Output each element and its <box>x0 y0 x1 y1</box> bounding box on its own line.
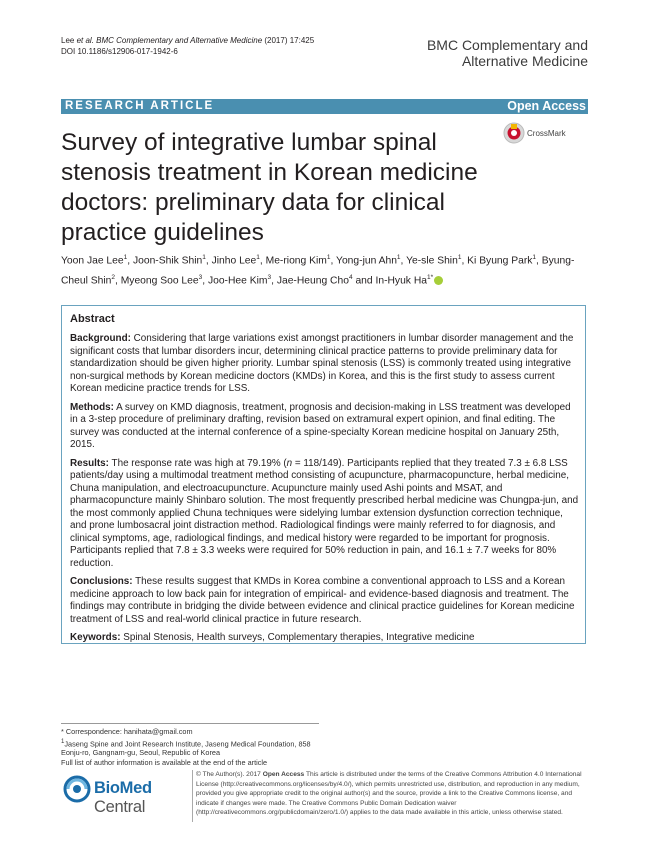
keywords-text: Spinal Stenosis, Health surveys, Complementary therapies, Integrative medicine <box>123 632 475 643</box>
journal-line-1: BMC Complementary and <box>426 37 588 53</box>
footnotes <box>61 727 321 767</box>
results-text-pre: The response rate was high at 79.19% ( <box>111 457 287 469</box>
author-affiliation: 1 <box>123 254 128 261</box>
crossmark-icon <box>503 122 525 144</box>
orcid-icon[interactable] <box>434 276 443 285</box>
author-name: Jinho Lee <box>211 255 257 267</box>
author-affiliation: 4 <box>348 274 353 282</box>
journal-name <box>427 37 588 69</box>
author-name: Yong-jun Ahn <box>336 255 397 267</box>
author-affiliation: 1 <box>396 254 401 261</box>
background-text: Considering that large variations exist amongst practitioners in lumbar disorder management and the significant costs that lumbar disorders incur, determining clinical practice patterns to provide preliminary data for standardization should be given higher priority. Lumbar spinal stenosis (LSS) is commonly treated using integrative non-surgical methods by Korean medicine doctors (KMDs) in Korea, and this is the first study to assess current Korean medicine practice trends for LSS. <box>70 333 574 394</box>
keywords-label: Keywords: <box>70 632 121 643</box>
license-text: This article is distributed under the terms of the Creative Commons Attribution 4.0 International License (http://creativecommons.org/licenses/by/4.0/), which permits unrestricted use, distribution, and reproduction in any medium, provided you give appropriate credit to the original author(s) and the source, provide a link to the Creative Commons license, and indicate if changes were made. The Creative Commons Public Domain Dedication waiver (http://creativecommons.org/publicdomain/zero/1.0/) applies to the data made available in this article, unless otherwise stated. <box>196 771 582 817</box>
citation-journal: et al. BMC Complementary and Alternative Medicine <box>76 36 263 45</box>
citation-ref: (2017) 17:425 <box>262 36 315 45</box>
biomed-central-logo <box>62 772 187 816</box>
abstract-conclusions <box>70 576 580 626</box>
author-name: Me-riong Kim <box>265 255 327 267</box>
results-n: n <box>286 457 293 469</box>
author-name: Byung-Cheul Shin <box>61 255 575 287</box>
author-affiliation: 1 <box>202 254 206 261</box>
methods-text: A survey on KMD diagnosis, treatment, prognosis and decision-making in LSS treatment was developed in a 3-step procedure of preliminary drafting, revision based on extramural expert opinion, and final editing. The survey was conducted at the internal conference of a spine-specialty Korean medicine hospital on January 25th, 2015. <box>70 401 571 450</box>
abstract-background <box>70 333 580 396</box>
journal-line-2: Alternative Medicine <box>461 53 588 69</box>
logo-text-central: Central <box>94 798 146 816</box>
author-affiliation: 3 <box>267 274 272 282</box>
author-name: Joon-Shik Shin <box>132 255 203 267</box>
crossmark-badge[interactable] <box>503 122 591 148</box>
article-type-banner <box>61 99 588 114</box>
citation-authors: Lee <box>61 36 77 45</box>
full-author-info-note: Full list of author information is available at the end of the article <box>61 757 268 767</box>
abstract-body <box>70 333 580 651</box>
citation-doi: DOI 10.1186/s12906-017-1942-6 <box>61 46 178 56</box>
license-divider <box>192 770 193 822</box>
crossmark-label: CrossMark <box>527 129 566 138</box>
logo-text <box>94 779 187 817</box>
abstract-methods <box>70 402 580 452</box>
license-copyright: © The Author(s). 2017 <box>196 771 263 778</box>
author-name: Jae-Heung Cho <box>276 275 349 287</box>
license-open-access: Open Access <box>262 771 305 778</box>
abstract-heading: Abstract <box>70 313 115 325</box>
methods-label: Methods: <box>70 401 114 413</box>
logo-text-bio: BioMed <box>94 779 152 797</box>
results-label: Results: <box>70 457 109 469</box>
author-affiliation: 1 <box>532 254 537 261</box>
article-type: RESEARCH ARTICLE <box>65 100 215 112</box>
author-affiliation: 1 <box>457 254 462 261</box>
abstract-keywords <box>70 632 580 645</box>
author-name: Yoon Jae Lee <box>61 255 124 267</box>
author-name: Myeong Soo Lee <box>120 275 199 287</box>
correspondence: * Correspondence: hanihata@gmail.com <box>61 727 193 736</box>
author-name: Ki Byung Park <box>467 255 533 267</box>
affiliation-number: 1 <box>61 737 65 745</box>
author-affiliation: 1 <box>256 254 260 261</box>
biomed-central-logo-icon <box>62 774 92 804</box>
footnote-divider <box>61 723 319 724</box>
affiliation-1 <box>61 737 321 758</box>
author-affiliation: 1 <box>326 254 331 261</box>
author-affiliation: 3 <box>198 274 203 282</box>
author-affiliation: 2 <box>111 274 115 282</box>
author-name: In-Hyuk Ha <box>375 275 427 287</box>
author-name: Ye-sle Shin <box>406 255 458 267</box>
conclusions-text: These results suggest that KMDs in Korea combine a conventional approach to LSS and a Korean medicine approach to low back pain for integration of empirical- and evidence-based diagnosis and treatment. The findings may contribute in bridging the divide between evidence and clinical practice guidelines for Korean medicine treatment of LSS and real-world clinical practice in future research. <box>70 576 575 625</box>
open-access-label: Open Access <box>507 99 586 113</box>
affiliation-text: Jaseng Spine and Joint Research Institute, Jaseng Medical Foundation, 858 Eonju-ro, Gangnam-gu, Seoul, Republic of Korea <box>61 738 311 758</box>
author-name: Joo-Hee Kim <box>207 275 268 287</box>
author-list: Yoon Jae Lee$^1$, Joon-Shik Shin$^1$, Jinho Lee$^1$, Me-riong Kim$^1$, Yong-jun Ahn$^1$, Ye-sle Shin$^1$, Ki Byung Park$^1$, Byung-Cheul Shin$^2$, Myeong Soo Lee$^3$, Joo-Hee Kim$^3$, Jae-Heung Cho$^4$ and In-Hyuk $Ha^{1*}$ <box>61 254 575 287</box>
author-affiliation: 1* <box>426 274 434 282</box>
article-title: Survey of integrative lumbar spinal stenosis treatment in Korean medicine doctors: preliminary data for clinical practice guidelines <box>61 129 478 246</box>
results-text-post: = 118/149). Participants replied that they treated 7.3 ± 6.8 LSS patients/day using a multimodal treatment method consisting of acupuncture, pharmacopuncture, herbal medicine, Chuna manipulation, and electroacupuncture. Acupuncture mainly used Ashi points and MSAT, and pharmacopuncture mainly Shinbaro solution. The most frequently prescribed herbal medicine was Chungpa-jun, and the most commonly applied Chuna techniques were sidelying lumbar extension dysfunction correction technique, and prone lumbosacral joint distraction method. Radiological findings were mainly referred to for diagnosis, and clinical symptoms, age, radiological findings, and medical history were regarded to be important for prognosis. Participants replied that 7.8 ± 3.3 weeks were required for 50% reduction in pain, and 16.1 ± 7.7 weeks for 80% reduction. <box>70 457 579 569</box>
background-label: Background: <box>70 333 131 344</box>
license-statement <box>196 770 588 818</box>
conclusions-label: Conclusions: <box>70 576 133 587</box>
citation <box>61 36 314 57</box>
abstract-results <box>70 458 580 571</box>
